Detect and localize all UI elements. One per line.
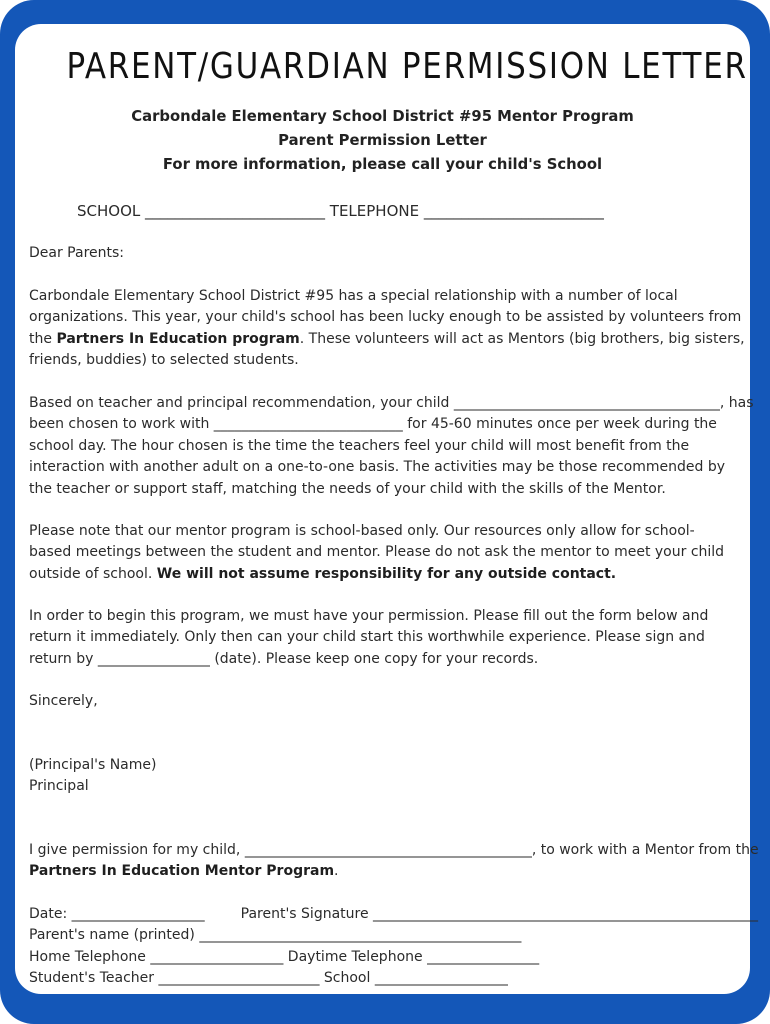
paragraph-line: been chosen to work with ___________________________ for 45-60 minutes once per week during the xyxy=(29,416,717,433)
letter-header xyxy=(15,105,750,177)
responsibility-notice-bold: We will not assume responsibility for any outside contact. xyxy=(156,565,617,582)
paragraph-permission-request xyxy=(29,606,741,670)
program-name-bold: Partners In Education Mentor Program xyxy=(29,863,335,880)
date-field: Date: ___________________ xyxy=(29,906,205,922)
closing: Sincerely, xyxy=(29,693,98,709)
principal-signature-block xyxy=(29,755,741,798)
permission-form xyxy=(29,904,759,990)
parent-signature-field: Parent's Signature _______________________________________________________ xyxy=(240,906,759,922)
paragraph-school-based xyxy=(29,521,741,585)
page-title: PARENT/GUARDIAN PERMISSION LETTER xyxy=(66,46,748,87)
text-run: . These volunteers will act as Mentors (big brothers, big sisters, xyxy=(299,330,745,347)
school-telephone-line: SCHOOL ________________________ TELEPHONE ________________________ xyxy=(77,202,604,220)
text-run: . xyxy=(334,863,339,880)
paragraph-line: return it immediately. Only then can your child start this worthwhile experience. Please sign and xyxy=(29,629,705,646)
paragraph-line: I give permission for my child, _________________________________________, to work with a Mentor from the xyxy=(29,842,759,858)
letter-sheet xyxy=(15,24,759,994)
paragraph-line xyxy=(29,564,741,585)
paragraph-line: friends, buddies) to selected students. xyxy=(29,352,299,369)
paragraph-line: organizations. This year, your child's school has been lucky enough to be assisted by volunteers from xyxy=(29,309,742,326)
paragraph-intro xyxy=(29,286,745,372)
paragraph-line: based meetings between the student and mentor. Please do not ask the mentor to meet your child xyxy=(29,544,725,561)
principal-title: Principal xyxy=(29,778,89,795)
parent-printed-name-field: Parent's name (printed) ______________________________________________ xyxy=(29,927,522,944)
principal-name: (Principal's Name) xyxy=(29,757,157,773)
header-program-line: Carbondale Elementary School District #95 Mentor Program xyxy=(131,108,634,125)
program-name-bold: Partners In Education program xyxy=(56,330,300,347)
telephone-fields: Home Telephone ___________________ Daytime Telephone ________________ xyxy=(29,948,540,965)
paragraph-line: return by ________________ (date). Please keep one copy for your records. xyxy=(29,650,539,667)
teacher-school-fields: Student's Teacher _______________________ School ___________________ xyxy=(29,970,508,987)
paragraph-line xyxy=(29,861,741,882)
paragraph-line xyxy=(29,329,745,350)
paragraph-recommendation xyxy=(29,393,754,500)
greeting: Dear Parents: xyxy=(29,245,125,261)
text-run: outside of school. xyxy=(29,565,157,582)
paragraph-line: the teacher or support staff, matching the needs of your child with the skills of the Mentor. xyxy=(29,480,666,497)
paragraph-line: school day. The hour chosen is the time the teachers feel your child will most benefit from the xyxy=(29,437,690,454)
header-letter-line: Parent Permission Letter xyxy=(278,132,487,149)
text-run: the xyxy=(29,330,57,347)
header-info-line: For more information, please call your child's School xyxy=(162,156,603,173)
paragraph-line: Carbondale Elementary School District #95 has a special relationship with a number of local xyxy=(29,288,678,304)
paragraph-line: In order to begin this program, we must have your permission. Please fill out the form below and xyxy=(29,608,709,624)
form-row-date-signature xyxy=(29,904,759,925)
paragraph-line: Please note that our mentor program is school-based only. Our resources only allow for school- xyxy=(29,523,695,539)
paragraph-line: Based on teacher and principal recommendation, your child ______________________________________, has xyxy=(29,395,754,411)
permission-statement xyxy=(29,840,759,883)
paragraph-line: interaction with another adult on a one-to-one basis. The activities may be those recommended by xyxy=(29,459,726,476)
